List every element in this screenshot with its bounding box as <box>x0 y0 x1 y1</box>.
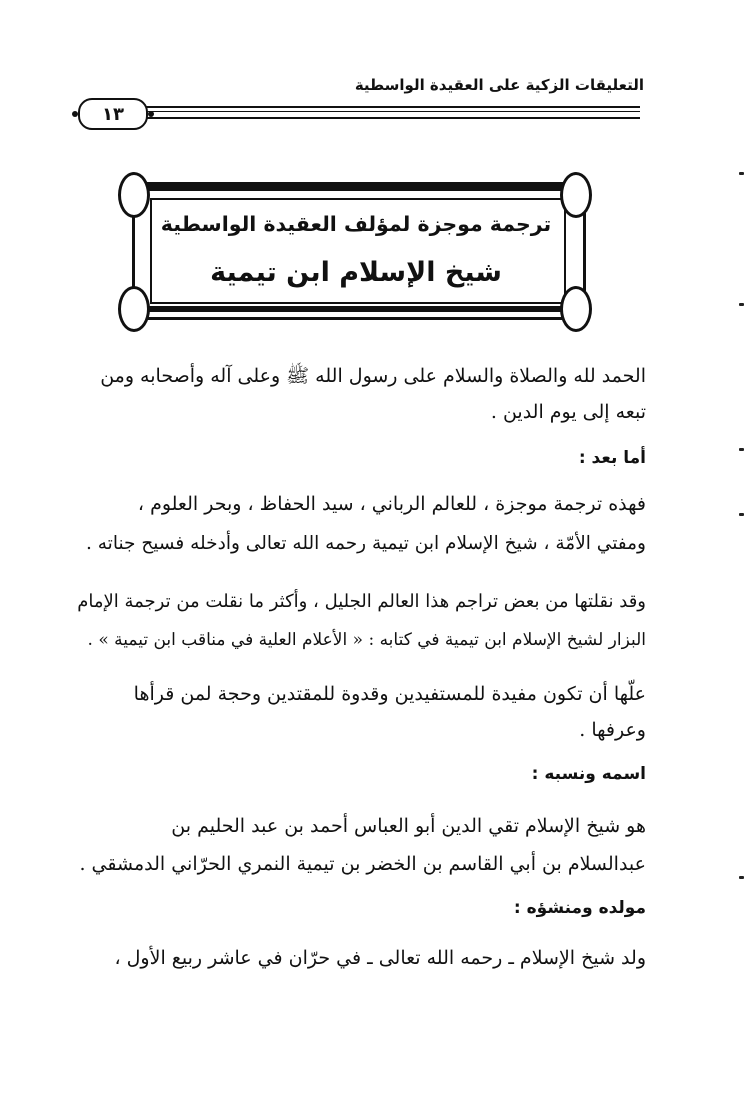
page-number-badge <box>78 98 148 130</box>
frame-corner-scroll <box>560 286 592 332</box>
section-heading: أما بعد : <box>578 448 646 468</box>
paragraph-line: وعرفها . <box>579 719 646 741</box>
running-header-title: التعليقات الزكية على العقيدة الواسطية <box>354 76 644 94</box>
margin-mark <box>739 172 744 175</box>
paragraph-line: هو شيخ الإسلام تقي الدين أبو العباس أحمد بن عبد الحليم بن <box>171 815 646 837</box>
frame-bar-bottom <box>140 306 572 312</box>
frame-corner-scroll <box>118 172 150 218</box>
paragraph-line: تبعه إلى يوم الدين . <box>490 401 646 423</box>
paragraph-line: وقد نقلتها من بعض تراجم هذا العالم الجليل ، وأكثر ما نقلت من ترجمة الإمام <box>77 591 646 612</box>
header-rule <box>80 117 640 119</box>
paragraph-line: البزار لشيخ الإسلام ابن تيمية في كتابه : « الأعلام العلية في مناقب ابن تيمية » . <box>87 630 646 650</box>
margin-mark <box>739 876 744 879</box>
section-heading: اسمه ونسبه : <box>531 764 646 784</box>
paragraph-line: علّها أن تكون مفيدة للمستفيدين وقدوة للمقتدين وحجة لمن قرأها <box>133 683 646 705</box>
paragraph-line: فهذه ترجمة موجزة ، للعالم الرباني ، سيد الحفاظ ، وبحر العلوم ، <box>137 493 646 515</box>
frame-corner-scroll <box>560 172 592 218</box>
header-rule <box>80 111 640 112</box>
margin-mark <box>739 303 744 306</box>
paragraph-line: الحمد لله والصلاة والسلام على رسول الله ﷺ وعلى آله وأصحابه ومن <box>100 365 646 387</box>
header-rule <box>80 106 640 108</box>
margin-mark <box>739 513 744 516</box>
paragraph-line: عبدالسلام بن أبي القاسم بن الخضر بن تيمية النمري الحرّاني الدمشقي . <box>79 853 646 875</box>
section-heading: مولده ومنشؤه : <box>513 898 646 918</box>
frame-corner-scroll <box>118 286 150 332</box>
paragraph-line: ولد شيخ الإسلام ـ رحمه الله تعالى ـ في حرّان في عاشر ربيع الأول ، <box>114 947 646 969</box>
margin-mark <box>739 448 744 451</box>
paragraph-line: ومفتي الأمّة ، شيخ الإسلام ابن تيمية رحمه الله تعالى وأدخله فسيح جناته . <box>86 533 646 554</box>
frame-bar-top <box>140 185 572 191</box>
page-number: ١٣ <box>102 103 124 125</box>
chapter-title-line-2: شيخ الإسلام ابن تيمية <box>210 257 502 288</box>
chapter-title-line-1: ترجمة موجزة لمؤلف العقيدة الواسطية <box>160 212 552 236</box>
